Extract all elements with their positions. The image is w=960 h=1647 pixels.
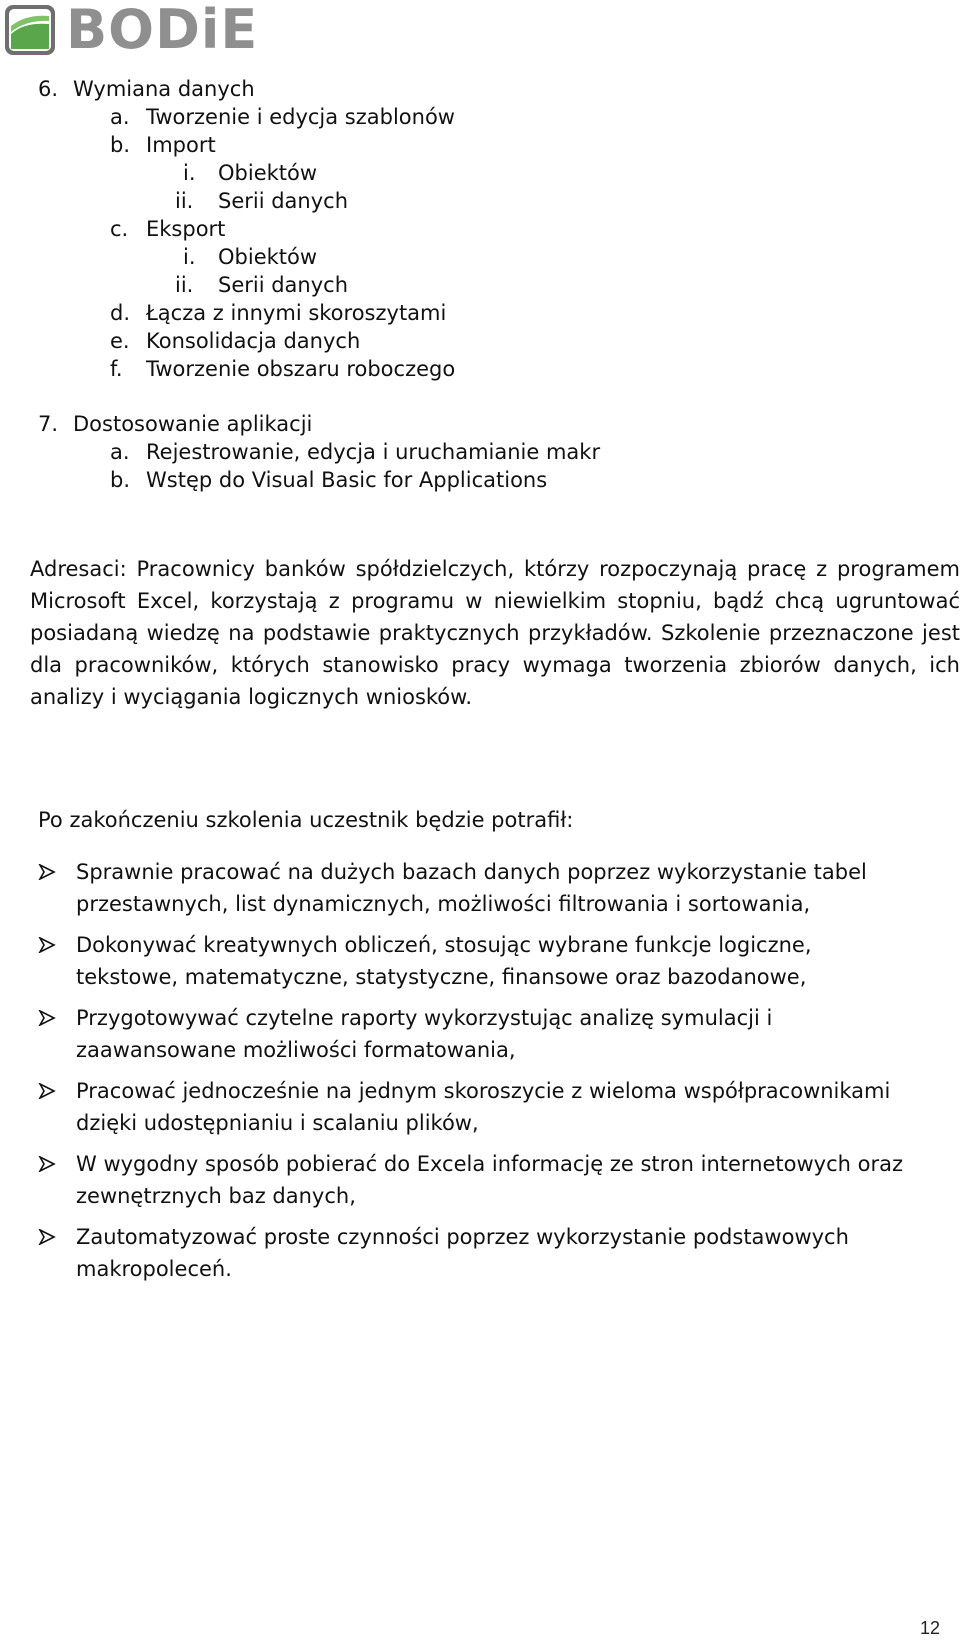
outline-item [0, 103, 900, 131]
outline-item-number: a. [110, 105, 130, 129]
arrow-bullet-icon [38, 1083, 56, 1099]
outcome-text: Sprawnie pracować na dużych bazach danych poprzez wykorzystanie tabel przestawnych, list dynamicznych, możliwości filtrowania i sortowania, [76, 860, 867, 916]
outline-item [0, 355, 900, 383]
outline-item [0, 243, 900, 271]
outline-item-text: Obiektów [218, 245, 318, 269]
outline-item [0, 159, 900, 187]
outline-item-text: Łącza z innymi skoroszytami [146, 301, 447, 325]
outline-item-number: ii. [175, 189, 194, 213]
outline-item-text: Import [146, 133, 216, 157]
outcome-text: Pracować jednocześnie na jednym skoroszycie z wieloma współpracownikami dzięki udostępnianiu i scalaniu plików, [76, 1079, 891, 1135]
outline-item-text: Eksport [146, 217, 226, 241]
outline-item-number: b. [110, 468, 131, 492]
outcome-item [38, 1148, 918, 1212]
outline-item-number: f. [110, 357, 123, 381]
outline-item [0, 75, 900, 103]
outline-item-text: Obiektów [218, 161, 318, 185]
arrow-bullet-icon [38, 1156, 56, 1172]
outline-item-text: Konsolidacja danych [146, 329, 361, 353]
outline-item-number: c. [110, 217, 129, 241]
outline-item-text: Wymiana danych [73, 77, 255, 101]
outline-item-number: 6. [38, 77, 59, 101]
outcome-item [38, 1002, 918, 1066]
header-logo [4, 0, 259, 61]
outline-item-number: i. [183, 161, 196, 185]
outcome-item [38, 1075, 918, 1139]
outline-item [0, 271, 900, 299]
outline-item [0, 466, 900, 494]
outcomes-list [38, 856, 918, 1294]
outline-item-number: a. [110, 440, 130, 464]
outcome-text: Zautomatyzować proste czynności poprzez wykorzystanie podstawowych makropoleceń. [76, 1225, 849, 1281]
outline-item-text: Dostosowanie aplikacji [73, 412, 313, 436]
outcome-text: Przygotowywać czytelne raporty wykorzystując analizę symulacji i zaawansowane możliwości formatowania, [76, 1006, 773, 1062]
outline-item [0, 327, 900, 355]
outline-item-text: Wstęp do Visual Basic for Applications [146, 468, 548, 492]
audience-paragraph: Adresaci: Pracownicy banków spółdzielczych, którzy rozpoczynają pracę z programem Microsoft Excel, korzystają z programu w niewielkim stopniu, bądź chcą ugruntować posiadaną wiedzę na podstawie praktycznych przykładów. Szkolenie przeznaczone jest dla pracowników, których stanowisko pracy wymaga tworzenia zbiorów danych, ich analizy i wyciągania logicznych wniosków. [30, 557, 960, 709]
arrow-bullet-icon [38, 864, 56, 880]
arrow-bullet-icon [38, 937, 56, 953]
outline-item [0, 215, 900, 243]
outline-item-number: i. [183, 245, 196, 269]
outline-item [0, 410, 900, 438]
outline-item [0, 438, 900, 466]
outline-item-text: Tworzenie obszaru roboczego [146, 357, 456, 381]
outline-item-number: d. [110, 301, 131, 325]
arrow-bullet-icon [38, 1229, 56, 1245]
outline-item-number: ii. [175, 273, 194, 297]
outline-item [0, 299, 900, 327]
logo-text: BODiE [66, 0, 259, 61]
outcome-item [38, 1221, 918, 1285]
outcome-item [38, 856, 918, 920]
outcome-text: Dokonywać kreatywnych obliczeń, stosując wybrane funkcje logiczne, tekstowe, matematyczne, statystyczne, finansowe oraz bazodanowe, [76, 933, 812, 989]
logo-mark-icon [4, 4, 56, 56]
outline-item-number: e. [110, 329, 130, 353]
outline-item [0, 131, 900, 159]
outline-item-number: b. [110, 133, 131, 157]
outline-item [0, 187, 900, 215]
outline-item-text: Serii danych [218, 273, 349, 297]
outcomes-lead: Po zakończeniu szkolenia uczestnik będzie potrafił: [38, 808, 574, 832]
outline-item-text: Tworzenie i edycja szablonów [146, 105, 455, 129]
outline-item-number: 7. [38, 412, 59, 436]
page-number: 12 [919, 1618, 940, 1638]
outline-item-text: Rejestrowanie, edycja i uruchamianie makr [146, 440, 601, 464]
outcome-item [38, 929, 918, 993]
outcome-text: W wygodny sposób pobierać do Excela informację ze stron internetowych oraz zewnętrznych baz danych, [76, 1152, 904, 1208]
outline-item-text: Serii danych [218, 189, 349, 213]
arrow-bullet-icon [38, 1010, 56, 1026]
